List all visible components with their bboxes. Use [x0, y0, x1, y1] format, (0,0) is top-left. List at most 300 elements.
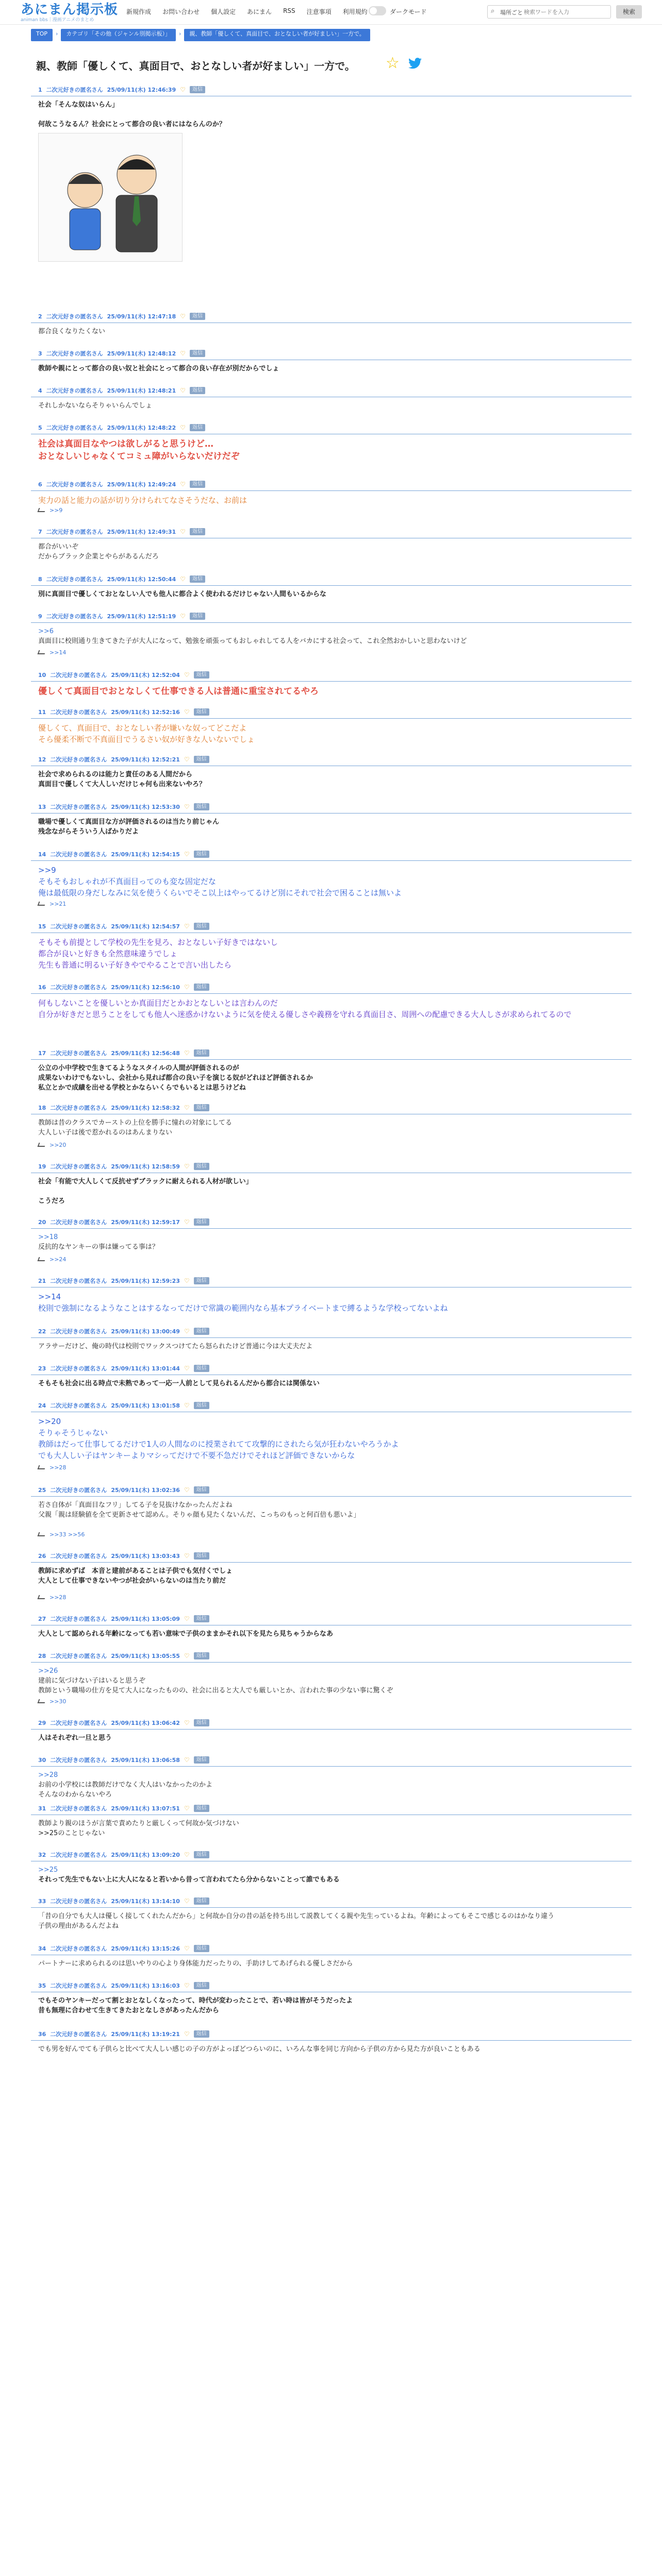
post-text-line: 都合良くなりたくない	[38, 328, 106, 335]
like-heart-icon[interactable]: ♡	[184, 1277, 190, 1284]
post	[31, 983, 632, 1038]
like-heart-icon[interactable]: ♡	[180, 350, 186, 357]
post-text-line: 子供の理由があるんだよね	[38, 1922, 119, 1930]
post-header	[38, 1804, 209, 1812]
reply-button[interactable]: 返信	[190, 528, 205, 535]
post-body	[38, 438, 626, 463]
post-text-line: でもそのヤンキーだって割とおとなしくなったって、時代が変わったことで、若い時は皆がそうだったよ	[38, 1997, 353, 2005]
post-divider	[31, 1562, 632, 1563]
poster-name: 二次元好きの匿名さん	[50, 1805, 107, 1812]
like-heart-icon[interactable]: ♡	[180, 424, 186, 431]
post-header	[38, 575, 205, 583]
post-number[interactable]: 35	[38, 1982, 46, 1989]
post-date: 25/09/11(木) 12:56:48	[111, 1050, 180, 1057]
reply-link-text[interactable]: >>21	[49, 901, 67, 907]
post-header	[38, 755, 209, 764]
post-text-line: 社会「そんな奴はいらん」	[38, 101, 119, 109]
post-text-line: 別に真面目で優しくておとなしい人でも他人に都合よく使われるだけじゃない人間もいるからな	[38, 590, 327, 598]
post-header	[38, 1981, 209, 1990]
post-number[interactable]: 11	[38, 708, 46, 716]
post-text-line: だからブラック企業とやらがあるんだろ	[38, 553, 159, 561]
like-heart-icon[interactable]: ♡	[180, 528, 186, 535]
post-text-line: 「昔の自分でも大人は優しく接してくれたんだから」と何故か自分の昔の話を持ち出して説教してくる親や先生っているよね。年齢によってもそこで感じるのはかなり違う	[38, 1912, 555, 1920]
nav-settings[interactable]: 個人設定	[211, 8, 236, 15]
poster-name: 二次元好きの匿名さん	[50, 1219, 107, 1226]
reply-links[interactable]	[38, 649, 66, 656]
like-heart-icon[interactable]: ♡	[184, 1328, 190, 1335]
post-text-line: そりゃそうじゃない	[38, 1428, 108, 1437]
post-header	[38, 708, 209, 716]
reply-links[interactable]	[38, 1142, 66, 1148]
post	[31, 480, 632, 516]
post-date: 25/09/11(木) 12:48:12	[107, 350, 176, 357]
reply-button[interactable]: 返信	[194, 1365, 209, 1372]
post-date: 25/09/11(木) 12:50:44	[107, 576, 176, 583]
twitter-share-icon[interactable]	[408, 58, 422, 69]
post-body	[38, 1996, 626, 2015]
reply-button[interactable]: 返信	[194, 756, 209, 763]
like-heart-icon[interactable]: ♡	[184, 756, 190, 763]
post	[31, 803, 632, 839]
post-divider	[31, 1496, 632, 1497]
post-date: 25/09/11(木) 13:06:58	[111, 1757, 180, 1764]
post-header	[38, 1218, 209, 1226]
post-number[interactable]: 25	[38, 1486, 46, 1494]
poster-name: 二次元好きの匿名さん	[50, 1720, 107, 1726]
post-body	[38, 495, 626, 506]
reply-link-text[interactable]: >>20	[49, 1142, 67, 1148]
site-logo[interactable]	[21, 2, 119, 23]
post-number[interactable]: 6	[38, 481, 42, 488]
reply-anchor-link[interactable]: >>18	[38, 1233, 58, 1241]
post-number[interactable]: 17	[38, 1049, 46, 1057]
post-body	[38, 937, 626, 971]
reply-link-text[interactable]: >>9	[49, 507, 63, 514]
reply-anchor-link[interactable]: >>25	[38, 1866, 58, 1874]
post-text-line: 教師はだって仕事してるだけで1人の人間なのに授業されてて攻撃的にされたら気が狂わないやろうかよ	[38, 1439, 399, 1449]
reply-button[interactable]: 返信	[194, 1982, 209, 1989]
post-number[interactable]: 24	[38, 1402, 46, 1409]
reply-links[interactable]	[38, 507, 62, 514]
nav-animan[interactable]: あにまん	[247, 8, 272, 15]
post	[31, 1981, 632, 2019]
post-body	[38, 1733, 626, 1743]
reply-link-text[interactable]: >>30	[49, 1698, 67, 1705]
post-text-line: >>14	[38, 1292, 61, 1301]
reply-button[interactable]: 返信	[194, 1049, 209, 1057]
post-number[interactable]: 29	[38, 1719, 46, 1726]
search-icon: ⌕	[491, 7, 495, 15]
post-date: 25/09/11(木) 13:01:44	[111, 1365, 180, 1372]
post-date: 25/09/11(木) 12:52:21	[111, 756, 180, 763]
post-date: 25/09/11(木) 13:15:26	[111, 1945, 180, 1952]
reply-links[interactable]	[38, 1256, 66, 1263]
post-body	[38, 589, 626, 599]
reply-button[interactable]: 返信	[194, 1805, 209, 1812]
post-text-line: アラサーだけど、俺の時代は校則でワックスつけてたら怒られたけど普通に今は大丈夫だよ	[38, 1343, 313, 1350]
like-heart-icon[interactable]: ♡	[184, 671, 190, 679]
reply-button[interactable]: 返信	[194, 1851, 209, 1858]
post-header	[38, 1944, 209, 1953]
reply-button[interactable]: 返信	[194, 1104, 209, 1111]
poster-name: 二次元好きの匿名さん	[50, 1328, 107, 1335]
post-date: 25/09/11(木) 12:59:23	[111, 1278, 180, 1284]
like-heart-icon[interactable]: ♡	[184, 851, 190, 858]
dark-mode-label: ダークモード	[390, 8, 427, 15]
post-number[interactable]: 28	[38, 1652, 46, 1659]
like-heart-icon[interactable]: ♡	[184, 984, 190, 991]
like-heart-icon[interactable]: ♡	[184, 803, 190, 810]
reply-button[interactable]: 返信	[194, 1552, 209, 1560]
reply-arrow-icon	[38, 1257, 46, 1261]
reply-button[interactable]: 返信	[194, 1945, 209, 1952]
post-number[interactable]: 2	[38, 313, 42, 320]
reply-button[interactable]: 返信	[190, 575, 205, 583]
like-heart-icon[interactable]: ♡	[180, 313, 186, 320]
reply-button[interactable]: 返信	[194, 1218, 209, 1226]
post-date: 25/09/11(木) 12:51:19	[107, 613, 176, 620]
post-date: 25/09/11(木) 12:49:31	[107, 529, 176, 535]
like-heart-icon[interactable]: ♡	[180, 86, 186, 93]
post-number[interactable]: 22	[38, 1328, 46, 1335]
post-number[interactable]: 20	[38, 1218, 46, 1226]
post	[31, 1162, 632, 1207]
reply-arrow-icon	[38, 902, 46, 906]
post-number[interactable]: 36	[38, 2030, 46, 2038]
reply-arrow-icon	[38, 508, 46, 512]
post	[31, 312, 632, 338]
like-heart-icon[interactable]: ♡	[184, 1652, 190, 1659]
reply-button[interactable]: 返信	[190, 350, 205, 357]
post-text-line: 何故こうなるん？社会にとって都合の良い者にはならんのか？	[38, 121, 226, 128]
post-text-line: それって先生でもない上に大人になると若いから昔って言われてたら分からないことって誰でもある	[38, 1876, 340, 1884]
reply-button[interactable]: 返信	[194, 1897, 209, 1905]
post-header	[38, 1104, 209, 1112]
post-text-line	[38, 110, 626, 120]
post-number[interactable]: 16	[38, 984, 46, 991]
post-body	[38, 1416, 626, 1461]
post-number[interactable]: 4	[38, 387, 42, 394]
like-heart-icon[interactable]: ♡	[184, 1365, 190, 1372]
post-header	[38, 803, 209, 811]
post	[31, 922, 632, 972]
like-heart-icon[interactable]: ♡	[184, 1615, 190, 1622]
like-heart-icon[interactable]: ♡	[180, 387, 186, 394]
like-heart-icon[interactable]: ♡	[184, 923, 190, 930]
post-number[interactable]: 19	[38, 1163, 46, 1170]
post-date: 25/09/11(木) 12:53:30	[111, 804, 180, 810]
like-heart-icon[interactable]: ♡	[180, 481, 186, 488]
reply-button[interactable]: 返信	[190, 86, 205, 93]
reply-button[interactable]: 返信	[190, 481, 205, 488]
reply-button[interactable]: 返信	[190, 313, 205, 320]
reply-arrow-icon	[38, 650, 46, 654]
post-number[interactable]: 18	[38, 1104, 46, 1111]
post	[31, 1944, 632, 1970]
breadcrumb-thread[interactable]: 親、教師「優しくて、真面目で、おとなしい者が好ましい」一方で。	[184, 29, 370, 41]
post	[31, 1615, 632, 1640]
search-input[interactable]	[524, 7, 606, 16]
post-date: 25/09/11(木) 12:58:59	[111, 1163, 180, 1170]
post-date: 25/09/11(木) 13:05:55	[111, 1653, 180, 1659]
post-text-line: 教師という職場の仕方を見て大人になったものの、社会に出ると大人でも厳しいとか、言われた事の少ない事に驚くぞ	[38, 1687, 393, 1694]
reply-link-text[interactable]: >>28	[49, 1594, 67, 1601]
post-header	[38, 1162, 209, 1171]
post-header	[38, 2030, 209, 2038]
post-number[interactable]: 27	[38, 1615, 46, 1622]
like-heart-icon[interactable]: ♡	[184, 1805, 190, 1812]
reply-button[interactable]: 返信	[194, 1402, 209, 1409]
poster-name: 二次元好きの匿名さん	[50, 2031, 107, 2038]
reply-button[interactable]: 返信	[194, 1719, 209, 1726]
reply-button[interactable]: 返信	[194, 851, 209, 858]
post-date: 25/09/11(木) 12:48:22	[107, 425, 176, 431]
reply-arrow-icon	[38, 1465, 46, 1469]
post-text-line: 先生も普通に明るい子好きやでやることで言い出したら	[38, 960, 232, 970]
dark-mode-toggle[interactable]	[369, 6, 386, 15]
post-text-line: 自分が好きだと思うことをしても他人へ迷惑かけないように気を使える優しさや義務を守れる真面目さ、周囲への配慮できる大人しさが求められてるので	[38, 1010, 572, 1019]
poster-name: 二次元好きの匿名さん	[50, 984, 107, 991]
post-date: 25/09/11(木) 13:00:49	[111, 1328, 180, 1335]
post-text-line: >>20	[38, 1417, 61, 1426]
reply-links[interactable]	[38, 1464, 66, 1471]
post-text-line: >>9	[38, 866, 56, 875]
post-number[interactable]: 34	[38, 1945, 46, 1952]
post-number[interactable]: 31	[38, 1805, 46, 1812]
post-header	[38, 349, 205, 358]
reply-button[interactable]: 返信	[194, 923, 209, 930]
post-body	[38, 401, 626, 411]
teacher-student-illustration-icon	[39, 133, 182, 261]
poster-name: 二次元好きの匿名さん	[50, 1898, 107, 1905]
poster-name: 二次元好きの匿名さん	[50, 1852, 107, 1858]
post-text-line: 教師は昔のクラスでカーストの上位を勝手に憧れの対象にしてる	[38, 1119, 232, 1127]
post-body	[38, 1566, 626, 1586]
post-date: 25/09/11(木) 13:14:10	[111, 1898, 180, 1905]
search-box	[487, 5, 611, 19]
like-heart-icon[interactable]: ♡	[184, 1945, 190, 1952]
post-text-line: 教師に求めずば 本音と建前があることは子供でも気付くでしょ	[38, 1567, 233, 1575]
post-body	[38, 865, 626, 899]
post-number[interactable]: 3	[38, 350, 42, 357]
post-number[interactable]: 14	[38, 851, 46, 858]
post-divider	[31, 1337, 632, 1338]
logo-text[interactable]: あにまん掲示板	[21, 2, 119, 18]
post-number[interactable]: 30	[38, 1756, 46, 1764]
like-heart-icon[interactable]: ♡	[184, 1163, 190, 1170]
post-body	[38, 1666, 626, 1696]
reply-button[interactable]: 返信	[194, 803, 209, 810]
poster-name: 二次元好きの匿名さん	[50, 804, 107, 810]
post-text-line: 校則で強制になるようなことはするなってだけで常識の範囲内なら基本プライベートまで縛るような学校ってないよね	[38, 1303, 448, 1313]
post	[31, 1049, 632, 1092]
breadcrumb-top[interactable]: TOP	[31, 29, 53, 41]
reply-link-text[interactable]: >>24	[49, 1256, 67, 1263]
like-heart-icon[interactable]: ♡	[180, 613, 186, 620]
reply-button[interactable]: 返信	[194, 1756, 209, 1764]
post	[31, 1897, 632, 1933]
post-header	[38, 671, 209, 679]
reply-link-text[interactable]: >>33 >>56	[49, 1531, 85, 1538]
reply-anchor-link[interactable]: >>6	[38, 628, 54, 635]
post-number[interactable]: 26	[38, 1552, 46, 1560]
reply-button[interactable]: 返信	[194, 671, 209, 679]
post	[31, 86, 632, 302]
like-heart-icon[interactable]: ♡	[184, 1049, 190, 1057]
post-number[interactable]: 5	[38, 424, 42, 431]
post-number[interactable]: 33	[38, 1897, 46, 1905]
like-heart-icon[interactable]: ♡	[184, 1552, 190, 1560]
reply-anchor-link[interactable]: >>26	[38, 1667, 58, 1675]
like-heart-icon[interactable]: ♡	[184, 1218, 190, 1226]
like-heart-icon[interactable]: ♡	[180, 575, 186, 583]
like-heart-icon[interactable]: ♡	[184, 708, 190, 716]
post-number[interactable]: 15	[38, 923, 46, 930]
reply-button[interactable]: 返信	[190, 613, 205, 620]
post-text-line: 成果ないわけでもないし、会社から見れば都合の良い子を演じる奴がどれほど評価されるか	[38, 1074, 313, 1082]
reply-button[interactable]: 返信	[194, 708, 209, 716]
breadcrumb-separator-icon: ›	[56, 30, 58, 37]
post-number[interactable]: 7	[38, 528, 42, 535]
post-divider	[31, 585, 632, 586]
post-number[interactable]: 13	[38, 803, 46, 810]
nav-rss[interactable]: RSS	[283, 7, 295, 14]
post-text-line: パートナーに求められるのは思いやりの心より身体能力だったりの、手助けしてあげられる優しさだから	[38, 1960, 353, 1968]
post	[31, 1552, 632, 1603]
post-header	[38, 1401, 209, 1410]
reply-button[interactable]: 返信	[194, 1615, 209, 1622]
post-body	[38, 2044, 626, 2054]
post	[31, 1364, 632, 1390]
reply-button[interactable]: 返信	[194, 984, 209, 991]
post	[31, 1327, 632, 1353]
post	[31, 671, 632, 697]
like-heart-icon[interactable]: ♡	[184, 1756, 190, 1764]
post-header	[38, 1049, 209, 1057]
poster-name: 二次元好きの匿名さん	[46, 313, 103, 320]
post-body	[38, 1770, 626, 1800]
nav-terms[interactable]: 利用規約	[342, 8, 368, 15]
page-title: 親、教師「優しくて、真面目で、おとなしい者が好ましい」一方で。	[36, 60, 355, 72]
post-body	[38, 1959, 626, 1969]
post-number[interactable]: 10	[38, 671, 46, 679]
post-header	[38, 312, 205, 320]
post-illustration-image[interactable]	[38, 133, 183, 262]
nav-notes[interactable]: 注意事項	[306, 8, 332, 15]
post-divider	[31, 993, 632, 994]
poster-name: 二次元好きの匿名さん	[50, 1365, 107, 1372]
post-number[interactable]: 9	[38, 613, 42, 620]
search-scope-select[interactable]: 場所ごと	[500, 9, 523, 16]
post-text-line: 反抗的なヤンキーの事は嫌ってる事は？	[38, 1243, 159, 1251]
post-divider	[31, 490, 632, 491]
post-divider	[31, 1662, 632, 1663]
breadcrumb-category[interactable]: カテゴリ「その他（ジャンル別掲示板）」	[61, 29, 176, 41]
poster-name: 二次元好きの匿名さん	[50, 851, 107, 858]
post-date: 25/09/11(木) 13:19:21	[111, 2031, 180, 2038]
post-date: 25/09/11(木) 13:03:43	[111, 1553, 180, 1560]
post-body	[38, 542, 626, 562]
reply-links[interactable]	[38, 1698, 66, 1705]
reply-link-text[interactable]: >>28	[49, 1464, 67, 1471]
post-text-line: 優しくて、真面目で、おとなしい者が嫌いな奴ってどこだよ	[38, 723, 247, 733]
post-divider	[31, 718, 632, 719]
post-text-line: 社会で求められるのは能力と責任のある人間だから	[38, 771, 193, 778]
nav-new-thread[interactable]: 新規作成	[126, 8, 152, 15]
post-date: 25/09/11(木) 13:02:36	[111, 1487, 180, 1494]
reply-anchor-link[interactable]: >>28	[38, 1771, 58, 1779]
post-date: 25/09/11(木) 13:09:20	[111, 1852, 180, 1858]
nav-contact[interactable]: お問い合わせ	[162, 8, 200, 15]
reply-button[interactable]: 返信	[194, 1277, 209, 1284]
reply-button[interactable]: 返信	[194, 1486, 209, 1494]
reply-links[interactable]	[38, 901, 66, 907]
reply-button[interactable]: 返信	[190, 424, 205, 431]
poster-name: 二次元好きの匿名さん	[46, 350, 103, 357]
reply-links[interactable]	[38, 1594, 66, 1601]
poster-name: 二次元好きの匿名さん	[46, 613, 103, 620]
post-text-line: >>25のことじゃない	[38, 1829, 105, 1837]
reply-links[interactable]	[38, 1531, 85, 1538]
like-heart-icon[interactable]: ♡	[184, 1486, 190, 1494]
post-body	[38, 1865, 626, 1885]
reply-button[interactable]: 返信	[190, 387, 205, 394]
poster-name: 二次元好きの匿名さん	[50, 709, 107, 716]
post-number[interactable]: 23	[38, 1365, 46, 1372]
post-number[interactable]: 8	[38, 575, 42, 583]
post-text-line: こうだろ	[38, 1197, 65, 1205]
post-text-line: 都合が良いと好きも全然意味違うでしょ	[38, 949, 178, 958]
post-text-line: それしかないならそりゃいらんでしょ	[38, 402, 153, 410]
like-heart-icon[interactable]: ♡	[184, 1402, 190, 1409]
post-body	[38, 1500, 626, 1520]
post-date: 25/09/11(木) 13:05:09	[111, 1616, 180, 1622]
like-heart-icon[interactable]: ♡	[184, 1982, 190, 1989]
reply-link-text[interactable]: >>14	[49, 649, 67, 656]
like-heart-icon[interactable]: ♡	[184, 2030, 190, 2038]
post-divider	[31, 1729, 632, 1730]
favorite-star-icon[interactable]: ☆	[386, 54, 400, 72]
search-button[interactable]: 検索	[616, 5, 642, 19]
like-heart-icon[interactable]: ♡	[184, 1719, 190, 1726]
reply-button[interactable]: 返信	[194, 1163, 209, 1170]
post-number[interactable]: 21	[38, 1277, 46, 1284]
post-header	[38, 1552, 209, 1560]
post-number[interactable]: 12	[38, 756, 46, 763]
like-heart-icon[interactable]: ♡	[184, 1851, 190, 1858]
post-body	[38, 1063, 626, 1093]
post-text-line: 教師より親のほうが言葉で責めたりと厳しくって何故か気づけない	[38, 1820, 239, 1827]
like-heart-icon[interactable]: ♡	[184, 1897, 190, 1905]
post-number[interactable]: 32	[38, 1851, 46, 1858]
poster-name: 二次元好きの匿名さん	[50, 1757, 107, 1764]
post	[31, 1218, 632, 1265]
post-number[interactable]: 1	[38, 86, 42, 93]
breadcrumb	[31, 29, 370, 41]
post-text-line: 公立の小中学校で生きてるようなスタイルの人間が評価されるのが	[38, 1064, 239, 1072]
poster-name: 二次元好きの匿名さん	[46, 529, 103, 535]
reply-button[interactable]: 返信	[194, 1328, 209, 1335]
reply-button[interactable]: 返信	[194, 2030, 209, 2038]
like-heart-icon[interactable]: ♡	[184, 1104, 190, 1111]
post-divider	[31, 1907, 632, 1908]
post	[31, 708, 632, 744]
post	[31, 850, 632, 910]
post-body	[38, 1118, 626, 1138]
post-text-line: 優しくて真面目でおとなしくて仕事できる人は普通に重宝されてるやろ	[38, 686, 319, 697]
reply-button[interactable]: 返信	[194, 1652, 209, 1659]
post	[31, 386, 632, 412]
